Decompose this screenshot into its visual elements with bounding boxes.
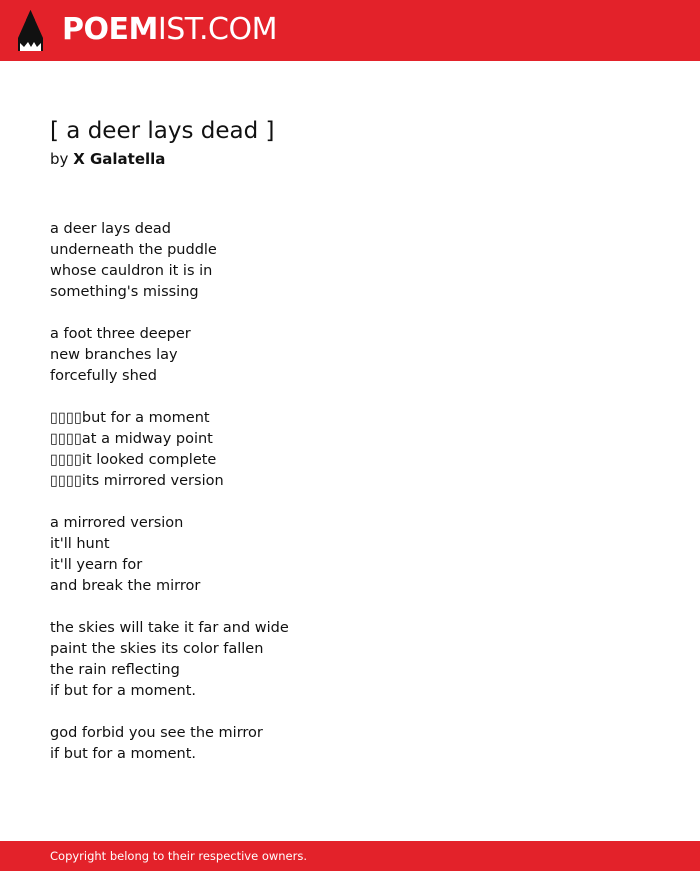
stanza-break [50, 702, 650, 723]
stanza-break [50, 492, 650, 513]
poem-line: a foot three deeper [50, 326, 191, 342]
poem-title: [ a deer lays dead ] [50, 118, 275, 144]
poem-body [50, 219, 650, 765]
by-label: by [50, 150, 69, 168]
poem-line: ▯▯▯▯it looked complete [50, 452, 217, 468]
poem-line: something's missing [50, 284, 199, 300]
poem-line: if but for a moment. [50, 683, 196, 699]
poem-line: the skies will take it far and wide [50, 620, 289, 636]
poem-byline [50, 149, 165, 169]
stanza-break [50, 387, 650, 408]
poem-line: a deer lays dead [50, 221, 171, 237]
poem-line: it'll yearn for [50, 557, 143, 573]
poem-line: new branches lay [50, 347, 178, 363]
poem-line: paint the skies its color fallen [50, 641, 264, 657]
site-footer [0, 841, 700, 871]
poem-line: ▯▯▯▯at a midway point [50, 431, 213, 447]
stanza-break [50, 597, 650, 618]
poem-line: and break the mirror [50, 578, 201, 594]
poem-line: the rain reflecting [50, 662, 180, 678]
poem-author: X Galatella [73, 150, 166, 168]
poem-line: ▯▯▯▯but for a moment [50, 410, 210, 426]
poem-line: it'll hunt [50, 536, 110, 552]
pencil-tip-icon[interactable] [18, 10, 43, 51]
poem-line: god forbid you see the mirror [50, 725, 263, 741]
logo-light-text: IST.COM [157, 12, 277, 47]
poem-line: a mirrored version [50, 515, 184, 531]
copyright-text: Copyright belong to their respective owners. [50, 849, 308, 863]
poem-line: whose cauldron it is in [50, 263, 213, 279]
site-logo[interactable] [62, 12, 277, 48]
logo-bold-text: POEM [62, 12, 158, 47]
site-header [0, 0, 700, 61]
poem-line: if but for a moment. [50, 746, 196, 762]
poem-line: underneath the puddle [50, 242, 217, 258]
poem-line: ▯▯▯▯its mirrored version [50, 473, 224, 489]
poem-line: forcefully shed [50, 368, 157, 384]
stanza-break [50, 303, 650, 324]
